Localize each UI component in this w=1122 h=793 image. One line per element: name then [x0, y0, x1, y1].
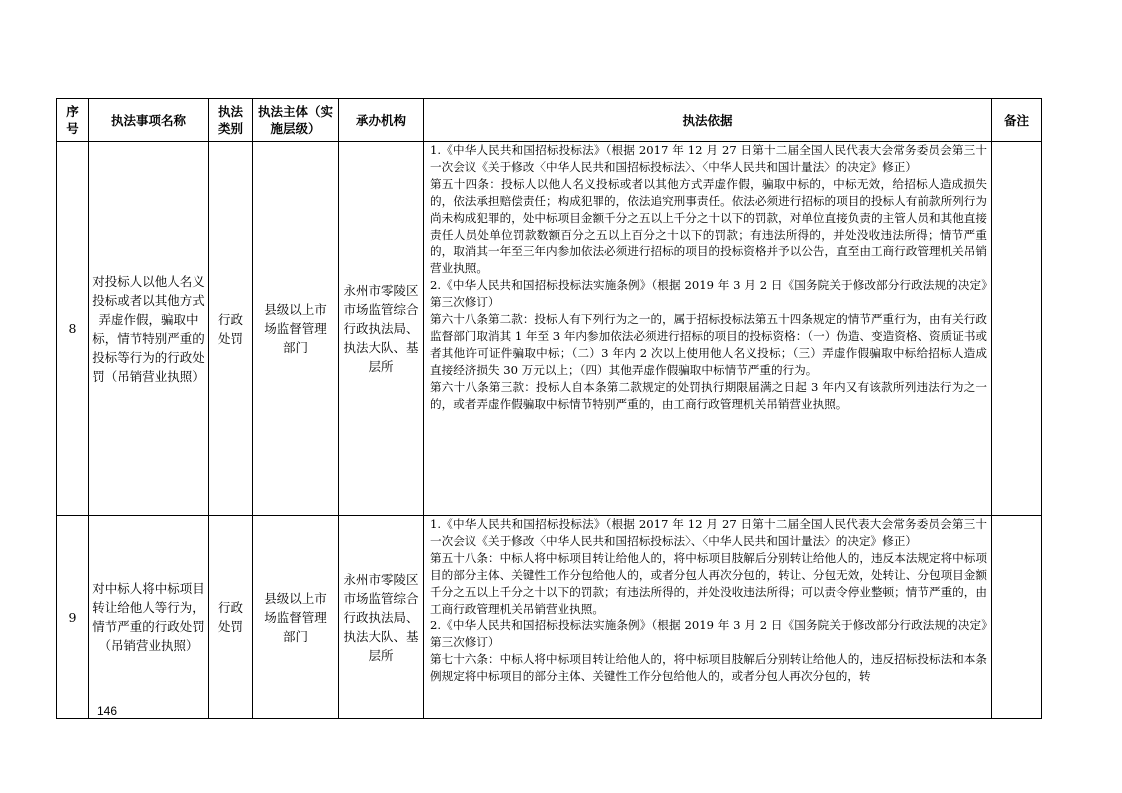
table-header-row [57, 99, 1042, 142]
cell-remarks [992, 516, 1042, 719]
cell-item-name: 对中标人将中标项目转让给他人等行为，情节严重的行政处罚（吊销营业执照） [89, 516, 209, 719]
basis-paragraph: 第七十六条：中标人将中标项目转让给他人的，将中标项目肢解后分别转让给他人的，违反招标投标法和本条例规定将中标项目的部分主体、关键性工作分包给他人的，或者分包人再次分包的，转 [430, 652, 987, 684]
header-subject: 执法主体（实施层级） [253, 99, 339, 142]
cell-remarks [992, 142, 1042, 516]
cell-subject: 县级以上市场监督管理部门 [253, 516, 339, 719]
basis-paragraph: 2.《中华人民共和国招标投标法实施条例》（根据 2019 年 3 月 2 日《国务院关于修改部分行政法规的决定》第三次修订） [430, 618, 987, 650]
basis-paragraph: 第五十四条：投标人以他人名义投标或者以其他方式弄虚作假，骗取中标的，中标无效，给招标人造成损失的，依法承担赔偿责任；构成犯罪的，依法追究刑事责任。依法必须进行招标的项目的投标人有前款所列行为尚未构成犯罪的，处中标项目金额千分之五以上千分之十以下的罚款，对单位直接负责的主管人员和其他直接责任人员处单位罚款数额百分之五以上百分之十以下的罚款；有违法所得的，并处没收违法所得；情节严重的，取消其一年至三年内参加依法必须进行招标的项目的投标资格并予以公告，直至由工商行政管理机关吊销营业执照。 [430, 176, 987, 276]
cell-seq: 9 [57, 516, 89, 719]
cell-seq: 8 [57, 142, 89, 516]
basis-paragraph: 第六十八条第三款：投标人自本条第二款规定的处罚执行期限届满之日起 3 年内又有该款所列违法行为之一的，或者弄虚作假骗取中标情节特别严重的，由工商行政管理机关吊销营业执照。 [430, 379, 987, 411]
cell-basis [424, 516, 992, 719]
cell-category: 行政处罚 [209, 516, 253, 719]
cell-item-name: 对投标人以他人名义投标或者以其他方式弄虚作假，骗取中标，情节特别严重的投标等行为的行政处罚（吊销营业执照） [89, 142, 209, 516]
table-row [57, 516, 1042, 719]
header-category: 执法类别 [209, 99, 253, 142]
header-item-name: 执法事项名称 [89, 99, 209, 142]
basis-paragraph: 第六十八条第二款：投标人有下列行为之一的，属于招标投标法第五十四条规定的情节严重行为，由有关行政监督部门取消其 1 年至 3 年内参加依法必须进行招标的项目的投标资格：（一）伪造、变造资格、资质证书或者其他许可证件骗取中标；（二）3 年内 2 次以上使用他人名义投标；（三）弄虚作假骗取中标给招标人造成直接经济损失 30 万元以上；（四）其他弄虚作假骗取中标情节严重的行为。 [430, 312, 988, 377]
header-basis: 执法依据 [424, 99, 992, 142]
cell-agency: 永州市零陵区市场监管综合行政执法局、执法大队、基层所 [339, 142, 424, 516]
basis-paragraph: 1.《中华人民共和国招标投标法》（根据 2017 年 12 月 27 日第十二届全国人民代表大会常务委员会第三十一次会议《关于修改〈中华人民共和国招标投标法〉、〈中华人民共和国计量法〉的决定》修正） [430, 143, 987, 174]
enforcement-table [56, 98, 1042, 719]
header-remarks: 备注 [992, 99, 1042, 142]
basis-paragraph: 第五十八条：中标人将中标项目转让给他人的，将中标项目肢解后分别转让给他人的，违反本法规定将中标项目的部分主体、关键性工作分包给他人的，或者分包人再次分包的，转让、分包无效，处转让、分包项目金额千分之五以上千分之十以下的罚款；有违法所得的，并处没收违法所得；可以责令停业整顿；情节严重的，由工商行政管理机关吊销营业执照。 [430, 550, 987, 616]
basis-paragraph: 2.《中华人民共和国招标投标法实施条例》（根据 2019 年 3 月 2 日《国务院关于修改部分行政法规的决定》第三次修订） [430, 278, 987, 310]
cell-basis [424, 142, 992, 516]
table-row [57, 142, 1042, 516]
header-agency: 承办机构 [339, 99, 424, 142]
basis-paragraph: 1.《中华人民共和国招标投标法》（根据 2017 年 12 月 27 日第十二届全国人民代表大会常务委员会第三十一次会议《关于修改〈中华人民共和国招标投标法〉、〈中华人民共和国计量法〉的决定》修正） [430, 517, 987, 548]
cell-subject: 县级以上市场监督管理部门 [253, 142, 339, 516]
page-number: 146 [97, 704, 118, 718]
cell-agency: 永州市零陵区市场监管综合行政执法局、执法大队、基层所 [339, 516, 424, 719]
cell-category: 行政处罚 [209, 142, 253, 516]
header-seq: 序号 [57, 99, 89, 142]
